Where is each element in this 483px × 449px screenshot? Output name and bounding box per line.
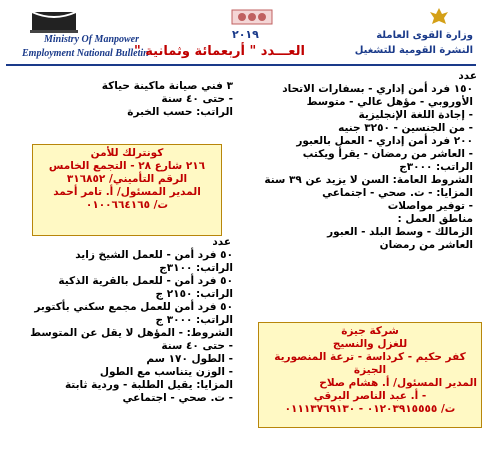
ministry-en-title: Ministry Of Manpower: [44, 34, 140, 45]
box2-line: الجيزة: [353, 364, 387, 376]
box2-line: كفر حكيم - كرداسة - ترعة المنصورية: [274, 351, 466, 363]
left-mid-line: المزايا: يقيل الطلبة - وردية ثابتة: [64, 379, 233, 391]
left-mid-block: [8, 249, 233, 405]
ministry-flag-logo: [28, 8, 80, 36]
box1-line: الرقم التأميني/ ٣١٦٨٥٢: [66, 173, 188, 185]
box1-line: كونترلك للأمن: [90, 147, 164, 159]
left-mid-line: الشروط: - المؤهل لا يقل عن المتوسط: [30, 327, 233, 339]
right-line: الشروط العامة: السن لا يزيد عن ٣٩ سنة: [264, 174, 473, 186]
left-top-block: [8, 80, 233, 119]
left-mid-line: - الوزن يتناسب مع الطول: [99, 366, 233, 378]
header-divider: [6, 64, 476, 66]
left-mid-line: الراتب: ٣٠٠٠ ج: [155, 314, 233, 326]
left-mid-line: - ت. صحي - اجتماعي: [122, 392, 233, 404]
box2-line: المدير المسئول/ أ. هشام صلاح: [319, 377, 477, 389]
company-box-giza: [258, 322, 482, 428]
right-line: العاشر من رمضان: [379, 239, 473, 251]
right-line: - إجادة اللغة الإنجليزية: [358, 109, 473, 121]
box1-line: ت/ ٠١٠٠٦٦٤١٦٥: [85, 199, 169, 211]
left-top-line: ٣ فني صيانة ماكينة حياكة: [101, 80, 233, 92]
box2-line: - أ. عبد الناصر البرقي: [313, 390, 427, 402]
ministry-ar-title: وزارة القوى العاملة: [376, 30, 473, 41]
box2-line: للغزل والنسيج: [332, 338, 408, 350]
right-line: الزمالك - وسط البلد - العبور: [327, 226, 473, 238]
left-mid-line: - الطول ١٧٠ سم: [146, 353, 233, 365]
right-number-label: عدد: [458, 70, 477, 82]
bulletin-logo: [228, 4, 276, 30]
left-top-line: - حتى ٤٠ سنة: [161, 93, 233, 105]
right-line: الأوروبي - مؤهل عالي - متوسط: [306, 96, 473, 108]
right-line: ٢٠٠ فرد أمن إداري - العمل بالعبور: [296, 135, 473, 147]
box1-line: المدير المسئول/ أ. تامر أحمد: [53, 186, 201, 198]
right-column: [243, 83, 473, 252]
right-line: مناطق العمل :: [397, 213, 473, 225]
right-line: - من الجنسين - ٣٢٥٠ جنيه: [338, 122, 473, 134]
issue-label: العـــدد " أربعمائة وثمانية ": [134, 44, 305, 59]
left-top-line: الراتب: حسب الخبرة: [127, 106, 233, 118]
left-mid-line: ٥٠ فرد أمن - للعمل بالقرية الذكية: [58, 275, 233, 287]
bulletin-en-title: Employment National Bulletin: [22, 48, 149, 59]
issue-year: ٢٠١٩: [232, 28, 259, 41]
bulletin-ar-title: النشرة القومية للتشغيل: [354, 45, 473, 56]
right-line: - توفير مواصلات: [387, 200, 473, 212]
box2-line: شركة جيزة: [341, 325, 399, 337]
left-mid-line: الراتب: ٢١٥٠ ج: [155, 288, 233, 300]
box2-line: ت/ ٠١٢٠٣٩١٥٥٥٥ - ٠١١١٣٧٦٩١٣٠: [284, 403, 456, 415]
right-line: - العاشر من رمضان - يقرأ ويكتب: [302, 148, 473, 160]
company-box-contrelec: [32, 144, 222, 236]
right-line: الراتب: ٣٠٠٠ج: [399, 161, 473, 173]
box1-line: ٢١٦ شارع ٢٨ - التجمع الخامس: [48, 160, 206, 172]
eagle-emblem-icon: [428, 6, 450, 26]
right-line: المزايا: - ت. صحي - اجتماعي: [322, 187, 473, 199]
left-mid-number-label: عدد: [212, 236, 231, 248]
right-line: ١٥٠ فرد أمن إداري - بسفارات الاتحاد: [282, 83, 473, 95]
left-mid-line: ٥٠ فرد أمن - للعمل الشيخ زايد: [75, 249, 233, 261]
left-mid-line: ٥٠ فرد أمن للعمل مجمع سكني بأكتوبر: [34, 301, 233, 313]
left-mid-line: - حتى ٤٠ سنة: [161, 340, 233, 352]
left-mid-line: الراتب: ٣١٠٠ج: [159, 262, 233, 274]
